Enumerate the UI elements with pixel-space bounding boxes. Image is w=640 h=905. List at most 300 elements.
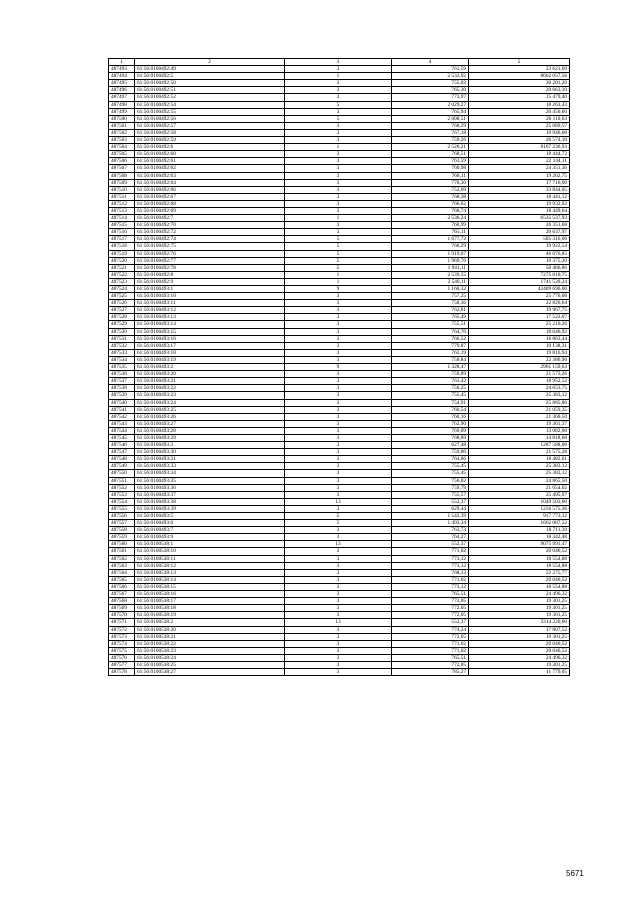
cadastral-number-cell: 61:56:0100492:77	[135, 257, 285, 264]
row-number-cell: 487500	[109, 115, 135, 122]
row-number-cell: 487576	[109, 654, 135, 661]
row-number-cell: 487510	[109, 186, 135, 193]
category-cell: 3	[285, 527, 392, 534]
category-cell: 3	[285, 633, 392, 640]
row-number-cell: 487506	[109, 158, 135, 165]
area-cell: 1 677,72	[392, 236, 469, 243]
value-cell: 17 522,07	[469, 314, 570, 321]
cadastral-number-cell: 61:56:0100492:67	[135, 193, 285, 200]
table-row	[109, 520, 570, 527]
table-row	[109, 434, 570, 441]
category-cell: 3	[285, 647, 392, 654]
row-number-cell: 487541	[109, 406, 135, 413]
value-cell: 1256 575,36	[469, 505, 570, 512]
row-number-cell: 487498	[109, 101, 135, 108]
cadastral-number-cell: 61:56:0100492:7	[135, 215, 285, 222]
row-number-cell: 487495	[109, 80, 135, 87]
value-cell: 25 885,86	[469, 399, 570, 406]
value-cell: 42409 696,00	[469, 286, 570, 293]
row-number-cell: 487557	[109, 520, 135, 527]
table-row	[109, 80, 570, 87]
table-row	[109, 271, 570, 278]
area-cell: 773,12	[392, 583, 469, 590]
area-cell: 772,05	[392, 612, 469, 619]
cadastral-number-cell: 61:56:0100538:21	[135, 633, 285, 640]
table-row	[109, 576, 570, 583]
value-cell: 23 621,69	[469, 66, 570, 73]
value-cell: 20 046,52	[469, 647, 570, 654]
category-cell: 5	[285, 257, 392, 264]
value-cell: 18 444,72	[469, 151, 570, 158]
table-row	[109, 583, 570, 590]
table-row	[109, 293, 570, 300]
category-cell: 3	[285, 222, 392, 229]
area-cell: 2 546,11	[392, 278, 469, 285]
category-cell: 3	[285, 583, 392, 590]
area-cell: 764,06	[392, 456, 469, 463]
category-cell: 3	[285, 463, 392, 470]
area-cell: 766,29	[392, 243, 469, 250]
table-row	[109, 364, 570, 371]
value-cell: 917 773,12	[469, 513, 570, 520]
row-number-cell: 487544	[109, 427, 135, 434]
area-cell: 768,11	[392, 172, 469, 179]
value-cell: 19 967,75	[469, 307, 570, 314]
cadastral-number-cell: 61:56:0100492:6	[135, 144, 285, 151]
cadastral-number-cell: 61:56:0100538:13	[135, 569, 285, 576]
category-cell: 3	[285, 399, 392, 406]
value-cell: 24 496,32	[469, 591, 570, 598]
category-cell: 3	[285, 371, 392, 378]
value-cell: 19 301,25	[469, 633, 570, 640]
cadastral-number-cell: 61:56:0100492:70	[135, 222, 285, 229]
area-cell: 764,70	[392, 328, 469, 335]
value-cell: 18 342,48	[469, 534, 570, 541]
row-number-cell: 487529	[109, 321, 135, 328]
area-cell: 1 542,39	[392, 513, 469, 520]
table-row	[109, 342, 570, 349]
category-cell: 13	[285, 541, 392, 548]
value-cell: 21 360,50	[469, 413, 570, 420]
table-row	[109, 378, 570, 385]
table-row	[109, 137, 570, 144]
category-cell: 1	[285, 215, 392, 222]
category-cell: 3	[285, 229, 392, 236]
category-cell: 5	[285, 513, 392, 520]
value-cell: 8662 057,56	[469, 73, 570, 80]
table-row	[109, 527, 570, 534]
category-cell: 3	[285, 200, 392, 207]
row-number-cell: 487503	[109, 137, 135, 144]
table-row	[109, 73, 570, 80]
table-row	[109, 654, 570, 661]
table-row	[109, 669, 570, 676]
cadastral-number-cell: 61:56:0100492:64	[135, 179, 285, 186]
table-row	[109, 122, 570, 129]
category-cell: 3	[285, 449, 392, 456]
cadastral-number-cell: 61:56:0100492:5	[135, 73, 285, 80]
category-cell: 3	[285, 94, 392, 101]
category-cell: 3	[285, 576, 392, 583]
category-cell: 1	[285, 73, 392, 80]
area-cell: 757,25	[392, 293, 469, 300]
area-cell: 755,45	[392, 470, 469, 477]
cadastral-number-cell: 61:56:0100492:57	[135, 122, 285, 129]
cadastral-number-cell: 61:56:0100492:75	[135, 243, 285, 250]
cadastral-number-cell: 61:56:0100538:22	[135, 640, 285, 647]
area-cell: 770,30	[392, 179, 469, 186]
category-cell: 3	[285, 158, 392, 165]
cadastral-number-cell: 61:56:0100493:12	[135, 307, 285, 314]
value-cell: 7275 010,75	[469, 271, 570, 278]
table-row	[109, 491, 570, 498]
table-row	[109, 250, 570, 257]
row-number-cell: 487497	[109, 94, 135, 101]
category-cell: 3	[285, 122, 392, 129]
row-number-cell: 487574	[109, 640, 135, 647]
area-cell: 760,99	[392, 222, 469, 229]
category-cell: 3	[285, 505, 392, 512]
category-cell: 3	[285, 335, 392, 342]
table-row	[109, 172, 570, 179]
table-row	[109, 498, 570, 505]
area-cell: 756,02	[392, 477, 469, 484]
category-cell: 3	[285, 129, 392, 136]
value-cell: 9075 991,47	[469, 541, 570, 548]
cadastral-number-cell: 61:56:0100538:18	[135, 605, 285, 612]
table-row	[109, 101, 570, 108]
category-cell: 3	[285, 165, 392, 172]
area-cell: 768,89	[392, 434, 469, 441]
area-cell: 771,02	[392, 640, 469, 647]
column-header-1: 1	[109, 59, 135, 66]
category-cell: 3	[285, 314, 392, 321]
row-number-cell: 487494	[109, 73, 135, 80]
registry-table	[108, 58, 570, 676]
row-number-cell: 487554	[109, 498, 135, 505]
area-cell: 759,79	[392, 484, 469, 491]
row-number-cell: 487563	[109, 562, 135, 569]
cadastral-number-cell: 61:56:0100493:14	[135, 321, 285, 328]
value-cell: 18 711,39	[469, 527, 570, 534]
value-cell: 19 301,25	[469, 598, 570, 605]
category-cell: 3	[285, 562, 392, 569]
value-cell: 19 301,25	[469, 661, 570, 668]
cadastral-number-cell: 61:56:0100538:19	[135, 612, 285, 619]
cadastral-number-cell: 61:56:0100493:3	[135, 442, 285, 449]
cadastral-number-cell: 61:56:0100493:25	[135, 406, 285, 413]
row-number-cell: 487540	[109, 399, 135, 406]
table-row	[109, 640, 570, 647]
table-row	[109, 229, 570, 236]
category-cell: 3	[285, 591, 392, 598]
cadastral-number-cell: 61:56:0100538:10	[135, 548, 285, 555]
cadastral-number-cell: 61:56:0100493:20	[135, 371, 285, 378]
row-number-cell: 487571	[109, 619, 135, 626]
category-cell: 3	[285, 569, 392, 576]
table-row	[109, 427, 570, 434]
row-number-cell: 487551	[109, 477, 135, 484]
table-row	[109, 420, 570, 427]
area-cell: 755,45	[392, 392, 469, 399]
cadastral-number-cell: 61:56:0100493:24	[135, 399, 285, 406]
value-cell: 18 449,64	[469, 207, 570, 214]
value-cell: 18 263,43	[469, 101, 570, 108]
area-cell: 765,49	[392, 314, 469, 321]
cadastral-number-cell: 61:56:0100492:69	[135, 207, 285, 214]
category-cell: 3	[285, 605, 392, 612]
cadastral-number-cell: 61:56:0100538:20	[135, 626, 285, 633]
category-cell: 3	[285, 392, 392, 399]
value-cell: 21 573,26	[469, 371, 570, 378]
value-cell: 25 770,08	[469, 293, 570, 300]
cadastral-number-cell: 61:56:0100493:17	[135, 342, 285, 349]
area-cell: 785,27	[392, 669, 469, 676]
row-number-cell: 487552	[109, 484, 135, 491]
cadastral-number-cell: 61:56:0100492:78	[135, 264, 285, 271]
value-cell: 26 110,63	[469, 115, 570, 122]
row-number-cell: 487537	[109, 378, 135, 385]
table-row	[109, 598, 570, 605]
area-cell: 763,73	[392, 527, 469, 534]
category-cell: 3	[285, 108, 392, 115]
row-number-cell: 487496	[109, 87, 135, 94]
table-row	[109, 569, 570, 576]
row-number-cell: 487520	[109, 257, 135, 264]
value-cell: 19 923,54	[469, 243, 570, 250]
area-cell: 1 493,34	[392, 520, 469, 527]
cadastral-number-cell: 61:56:0100492:51	[135, 87, 285, 94]
cadastral-number-cell: 61:56:0100538:24	[135, 654, 285, 661]
area-cell: 772,05	[392, 661, 469, 668]
value-cell: 14 818,68	[469, 434, 570, 441]
row-number-cell: 487567	[109, 591, 135, 598]
area-cell: 779,87	[392, 342, 469, 349]
cadastral-number-cell: 61:56:0100493:34	[135, 470, 285, 477]
table-row	[109, 555, 570, 562]
value-cell: 24 496,32	[469, 654, 570, 661]
row-number-cell: 487556	[109, 513, 135, 520]
area-cell: 756,25	[392, 385, 469, 392]
cadastral-number-cell: 61:56:0100492:59	[135, 137, 285, 144]
cadastral-number-cell: 61:56:0100493:21	[135, 378, 285, 385]
area-cell: 771,02	[392, 647, 469, 654]
row-number-cell: 487499	[109, 108, 135, 115]
table-row	[109, 264, 570, 271]
cadastral-number-cell: 61:56:0100492:9	[135, 278, 285, 285]
row-number-cell: 487521	[109, 264, 135, 271]
table-row	[109, 300, 570, 307]
area-cell: 771,02	[392, 548, 469, 555]
table-row	[109, 647, 570, 654]
table-row	[109, 477, 570, 484]
cadastral-number-cell: 61:56:0100493:15	[135, 328, 285, 335]
row-number-cell: 487511	[109, 193, 135, 200]
row-number-cell: 487518	[109, 243, 135, 250]
area-cell: 772,05	[392, 633, 469, 640]
row-number-cell: 487539	[109, 392, 135, 399]
cadastral-number-cell: 61:56:0100538:12	[135, 562, 285, 569]
table-row	[109, 179, 570, 186]
cadastral-number-cell: 61:56:0100493:26	[135, 413, 285, 420]
table-row	[109, 349, 570, 356]
cadastral-number-cell: 61:56:0100538:14	[135, 576, 285, 583]
value-cell: 18 482,61	[469, 456, 570, 463]
area-cell: 754,91	[392, 399, 469, 406]
category-cell: 3	[285, 548, 392, 555]
area-cell: 552,37	[392, 498, 469, 505]
table-row	[109, 328, 570, 335]
area-cell: 2 526,21	[392, 144, 469, 151]
row-number-cell: 487569	[109, 605, 135, 612]
cadastral-number-cell: 61:56:0100492:72	[135, 229, 285, 236]
row-number-cell: 487504	[109, 144, 135, 151]
table-row	[109, 66, 570, 73]
value-cell: 25 383,12	[469, 392, 570, 399]
table-row	[109, 215, 570, 222]
category-cell: 3	[285, 626, 392, 633]
row-number-cell: 487550	[109, 470, 135, 477]
category-cell: 3	[285, 427, 392, 434]
row-number-cell: 487558	[109, 527, 135, 534]
row-number-cell: 487513	[109, 207, 135, 214]
value-cell: 17 807,52	[469, 626, 570, 633]
column-header-3: 3	[285, 59, 392, 66]
table-row	[109, 463, 570, 470]
area-cell: 2 532,92	[392, 73, 469, 80]
table-row	[109, 314, 570, 321]
column-header-5: 5	[469, 59, 570, 66]
category-cell: 3	[285, 179, 392, 186]
table-row	[109, 207, 570, 214]
cadastral-number-cell: 61:56:0100493:7	[135, 527, 285, 534]
value-cell: 18 646,92	[469, 328, 570, 335]
cadastral-number-cell: 61:56:0100538:25	[135, 661, 285, 668]
table-row	[109, 619, 570, 626]
table-row	[109, 186, 570, 193]
row-number-cell: 487548	[109, 456, 135, 463]
table-row	[109, 278, 570, 285]
value-cell: 20 046,52	[469, 640, 570, 647]
area-cell: 765,11	[392, 229, 469, 236]
table-row	[109, 356, 570, 363]
cadastral-number-cell: 61:56:0100538:17	[135, 598, 285, 605]
area-cell: 1 919,67	[392, 250, 469, 257]
cadastral-number-cell: 61:56:0100492:61	[135, 158, 285, 165]
table-row	[109, 222, 570, 229]
table-row	[109, 385, 570, 392]
row-number-cell: 487530	[109, 328, 135, 335]
cadastral-number-cell: 61:56:0100493:23	[135, 392, 285, 399]
row-number-cell: 487562	[109, 555, 135, 562]
category-cell: 3	[285, 207, 392, 214]
table-row	[109, 442, 570, 449]
value-cell: 19 202,75	[469, 172, 570, 179]
category-cell: 3	[285, 555, 392, 562]
table-row	[109, 307, 570, 314]
category-cell: 1	[285, 271, 392, 278]
cadastral-number-cell: 61:56:0100492:66	[135, 186, 285, 193]
table-row	[109, 94, 570, 101]
area-cell: 2 029,27	[392, 101, 469, 108]
value-cell: 19 361,37	[469, 420, 570, 427]
row-number-cell: 487547	[109, 449, 135, 456]
value-cell: 18 952,52	[469, 378, 570, 385]
category-cell: 3	[285, 661, 392, 668]
table-row	[109, 371, 570, 378]
value-cell: 18 554,88	[469, 555, 570, 562]
category-cell: 5	[285, 243, 392, 250]
table-row	[109, 200, 570, 207]
cadastral-number-cell: 61:56:0100493:2	[135, 364, 285, 371]
value-cell: 13 082,00	[469, 427, 570, 434]
category-cell: 3	[285, 151, 392, 158]
table-row	[109, 236, 570, 243]
row-number-cell: 487575	[109, 647, 135, 654]
value-cell: 505 316,06	[469, 236, 570, 243]
value-cell: 20 450,60	[469, 108, 570, 115]
row-number-cell: 487533	[109, 349, 135, 356]
row-number-cell: 487516	[109, 229, 135, 236]
table-row	[109, 392, 570, 399]
page-number: 5671	[566, 869, 584, 878]
area-cell: 772,05	[392, 605, 469, 612]
row-number-cell: 487507	[109, 165, 135, 172]
value-cell: 19 932,92	[469, 200, 570, 207]
column-header-4: 4	[392, 59, 469, 66]
row-number-cell: 487543	[109, 420, 135, 427]
value-cell: 20 046,52	[469, 576, 570, 583]
value-cell: 20 637,97	[469, 229, 570, 236]
row-number-cell: 487531	[109, 335, 135, 342]
value-cell: 22 386,96	[469, 356, 570, 363]
area-cell: 760,98	[392, 165, 469, 172]
area-cell: 768,74	[392, 207, 469, 214]
category-cell: 3	[285, 491, 392, 498]
category-cell: 3	[285, 137, 392, 144]
category-cell: 3	[285, 186, 392, 193]
cadastral-number-cell: 61:56:0100492:52	[135, 94, 285, 101]
value-cell: 18 441,12	[469, 193, 570, 200]
category-cell: 3	[285, 598, 392, 605]
category-cell: 3	[285, 66, 392, 73]
table-row	[109, 257, 570, 264]
area-cell: 765,94	[392, 108, 469, 115]
row-number-cell: 487525	[109, 293, 135, 300]
cadastral-number-cell: 61:56:0100493:13	[135, 314, 285, 321]
row-number-cell: 487502	[109, 129, 135, 136]
cadastral-number-cell: 61:56:0100492:8	[135, 271, 285, 278]
table-row	[109, 470, 570, 477]
cadastral-number-cell: 61:56:0100492:63	[135, 172, 285, 179]
row-number-cell: 487501	[109, 122, 135, 129]
cadastral-number-cell: 61:56:0100493:1	[135, 286, 285, 293]
table-row	[109, 87, 570, 94]
value-cell: 26 351,68	[469, 222, 570, 229]
value-cell: 19 946,68	[469, 129, 570, 136]
table-row	[109, 505, 570, 512]
value-cell: 24 653,75	[469, 385, 570, 392]
value-cell: 20 663,10	[469, 87, 570, 94]
area-cell: 760,29	[392, 122, 469, 129]
table-row	[109, 661, 570, 668]
table-row	[109, 513, 570, 520]
area-cell: 766,52	[392, 335, 469, 342]
cadastral-number-cell: 61:56:0100493:6	[135, 520, 285, 527]
value-cell: 19 816,94	[469, 349, 570, 356]
value-cell: 19 301,25	[469, 612, 570, 619]
area-cell: 1 941,11	[392, 264, 469, 271]
